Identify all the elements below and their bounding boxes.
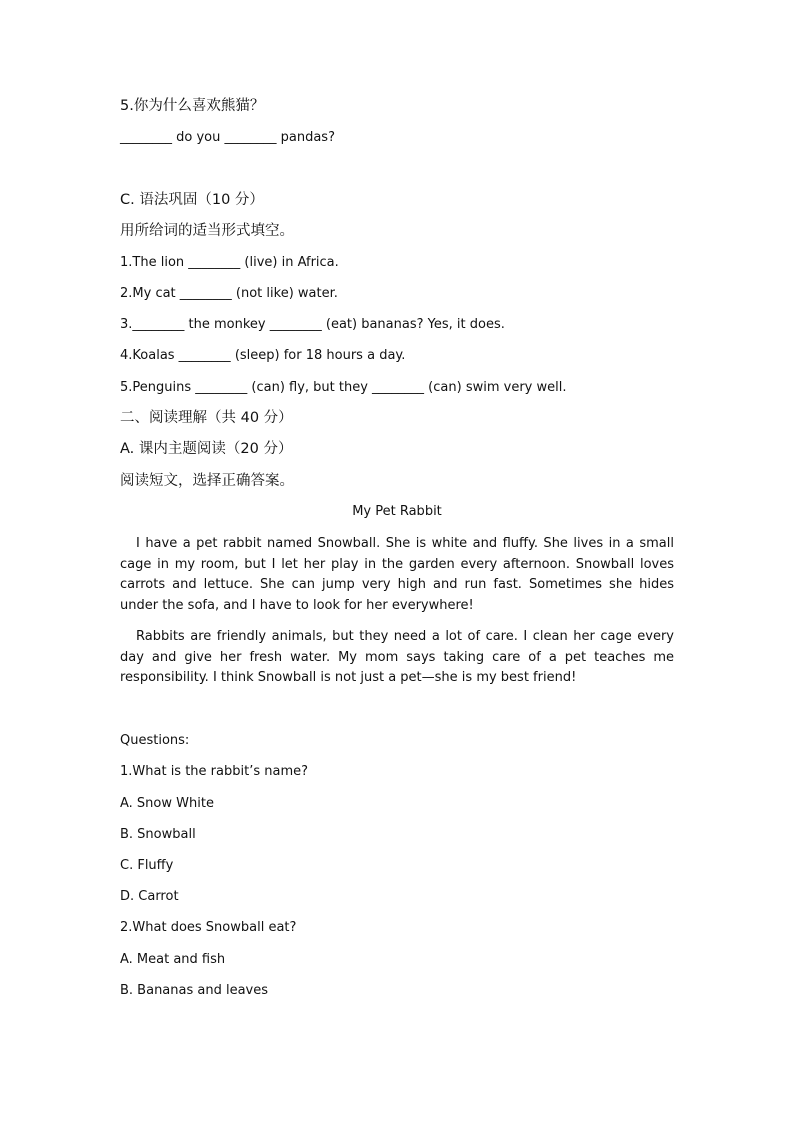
question-2-stem: 2.What does Snowball eat? [120, 920, 297, 935]
question-1-stem: 1.What is the rabbit’s name? [120, 764, 309, 779]
question-1-option-c: C. Fluffy [120, 858, 174, 873]
question-1-option-d: D. Carrot [120, 889, 179, 904]
passage-paragraph-2: Rabbits are friendly animals, but they need a lot of care. I clean her cage every day and give her fresh water. My mom says taking care of a pet teaches me responsibility. I think Snowball is not just a pet—she is my best friend! [120, 629, 674, 686]
question-1-option-b: B. Snowball [120, 827, 196, 842]
reading-instruction: 阅读短文，选择正确答案。 [120, 473, 294, 489]
questions-heading: Questions: [120, 733, 190, 748]
passage-title: My Pet Rabbit [352, 504, 442, 519]
grammar-item-5: 5.Penguins ________ (can) fly, but they ________ (can) swim very well. [120, 380, 567, 395]
grammar-item-1: 1.The lion ________ (live) in Africa. [120, 255, 339, 270]
question-5-chinese: 5.你为什么喜欢熊猫？ [120, 98, 265, 114]
question-2-option-a: A. Meat and fish [120, 952, 226, 967]
question-2-option-b: B. Bananas and leaves [120, 983, 269, 998]
grammar-item-2: 2.My cat ________ (not like) water. [120, 286, 338, 301]
worksheet-page [120, 0, 674, 1123]
part-2-title: 二、阅读理解（共 40 分） [120, 410, 293, 426]
question-5-english-blank: ________ do you ________ pandas? [120, 130, 335, 145]
section-c-instruction: 用所给词的适当形式填空。 [120, 223, 294, 239]
grammar-item-4: 4.Koalas ________ (sleep) for 18 hours a day. [120, 348, 406, 363]
passage-paragraph-1: I have a pet rabbit named Snowball. She is white and fluffy. She lives in a small cage in my room, but I let her play in the garden every afternoon. Snowball loves carrots and lettuce. She can jump very high and run fast. Sometimes she hides under the sofa, and I have to look for her everywhere! [120, 536, 674, 614]
section-a-title: A. 课内主题阅读（20 分） [120, 441, 293, 457]
grammar-item-3: 3.________ the monkey ________ (eat) bananas? Yes, it does. [120, 317, 505, 332]
section-c-title: C. 语法巩固（10 分） [120, 192, 264, 208]
question-1-option-a: A. Snow White [120, 796, 214, 811]
